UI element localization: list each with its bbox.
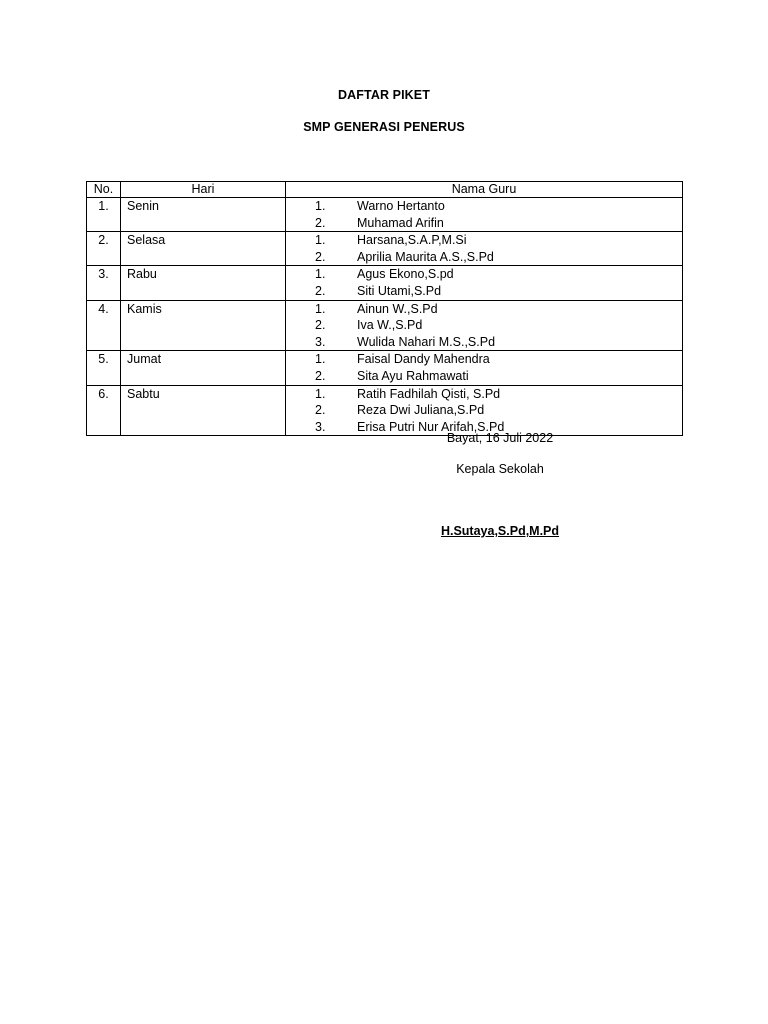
- teacher-name: Harsana,S.A.P,M.Si: [357, 233, 467, 248]
- table-row: [87, 385, 683, 436]
- document-subtitle: SMP GENERASI PENERUS: [303, 120, 465, 134]
- signature-name: H.Sutaya,S.Pd,M.Pd: [440, 524, 560, 538]
- teacher-name: Muhamad Arifin: [357, 215, 444, 230]
- table-row: [87, 198, 683, 232]
- day-cell: Jumat: [121, 351, 286, 385]
- teacher-list-number: 3.: [315, 419, 326, 434]
- teacher-name: Siti Utami,S.Pd: [357, 283, 442, 298]
- teacher-list: [286, 351, 682, 384]
- header-nama-guru: Nama Guru: [286, 182, 683, 198]
- teacher-list-item: [286, 215, 682, 232]
- table-row: [87, 266, 683, 300]
- teacher-name: Iva W.,S.Pd: [357, 318, 423, 333]
- teacher-list-item: [286, 368, 682, 385]
- document-title: DAFTAR PIKET: [338, 88, 430, 102]
- teacher-list: [286, 266, 682, 299]
- day-cell: Kamis: [121, 300, 286, 351]
- teacher-list-number: 1.: [315, 233, 326, 248]
- duty-roster-table: [86, 181, 683, 436]
- row-number-cell: 1.: [87, 198, 121, 232]
- teacher-list-number: 3.: [315, 334, 326, 349]
- teacher-list-item: [286, 402, 682, 419]
- table-body: [87, 198, 683, 436]
- table-row: [87, 351, 683, 385]
- teacher-name: Ainun W.,S.Pd: [357, 301, 438, 316]
- day-cell: Senin: [121, 198, 286, 232]
- teacher-list-number: 2.: [315, 403, 326, 418]
- teacher-list-item: [286, 351, 682, 368]
- teacher-list-item: [286, 266, 682, 283]
- table-header-row: [87, 182, 683, 198]
- teacher-list: [286, 386, 682, 436]
- teacher-name: Warno Hertanto: [357, 199, 445, 213]
- row-number-cell: 5.: [87, 351, 121, 385]
- teacher-name: Reza Dwi Juliana,S.Pd: [357, 403, 485, 418]
- teacher-list-number: 1.: [315, 301, 326, 316]
- teacher-list: [286, 198, 682, 231]
- signature-role: Kepala Sekolah: [456, 462, 544, 476]
- teacher-list-item: [286, 386, 682, 403]
- table-row: [87, 300, 683, 351]
- teacher-list-cell: [286, 232, 683, 266]
- row-number-cell: 3.: [87, 266, 121, 300]
- teacher-list-number: 2.: [315, 249, 326, 264]
- teacher-name: Ratih Fadhilah Qisti, S.Pd: [357, 386, 501, 401]
- teacher-list-number: 1.: [315, 386, 326, 401]
- teacher-list-item: [286, 317, 682, 334]
- teacher-list-cell: [286, 198, 683, 232]
- teacher-list-number: 2.: [315, 283, 326, 298]
- day-cell: Selasa: [121, 232, 286, 266]
- signature-place-date: Bayat, 16 Juli 2022: [446, 431, 554, 445]
- teacher-list-cell: [286, 266, 683, 300]
- teacher-list-number: 2.: [315, 215, 326, 230]
- row-number-cell: 6.: [87, 385, 121, 436]
- teacher-list-item: [286, 334, 682, 351]
- teacher-list-item: [286, 249, 682, 266]
- teacher-list-number: 1.: [315, 267, 326, 282]
- teacher-list-number: 2.: [315, 368, 326, 383]
- teacher-list-number: 1.: [315, 352, 326, 367]
- teacher-name: Erisa Putri Nur Arifah,S.Pd: [357, 419, 505, 434]
- teacher-name: Faisal Dandy Mahendra: [357, 352, 490, 367]
- table-row: [87, 232, 683, 266]
- teacher-list-item: [286, 301, 682, 318]
- teacher-list-cell: [286, 385, 683, 436]
- day-cell: Rabu: [121, 266, 286, 300]
- teacher-list-item: [286, 232, 682, 249]
- teacher-name: Wulida Nahari M.S.,S.Pd: [357, 334, 496, 349]
- day-cell: Sabtu: [121, 385, 286, 436]
- teacher-list-item: [286, 198, 682, 215]
- header-hari: Hari: [121, 182, 286, 198]
- teacher-list-cell: [286, 300, 683, 351]
- header-no: No.: [87, 182, 121, 198]
- teacher-list-number: 2.: [315, 318, 326, 333]
- teacher-name: Sita Ayu Rahmawati: [357, 368, 469, 383]
- teacher-list: [286, 232, 682, 265]
- teacher-name: Agus Ekono,S.pd: [357, 267, 454, 282]
- row-number-cell: 4.: [87, 300, 121, 351]
- teacher-list: [286, 301, 682, 351]
- teacher-name: Aprilia Maurita A.S.,S.Pd: [357, 249, 494, 264]
- teacher-list-item: [286, 283, 682, 300]
- row-number-cell: 2.: [87, 232, 121, 266]
- teacher-list-number: 1.: [315, 199, 326, 213]
- teacher-list-cell: [286, 351, 683, 385]
